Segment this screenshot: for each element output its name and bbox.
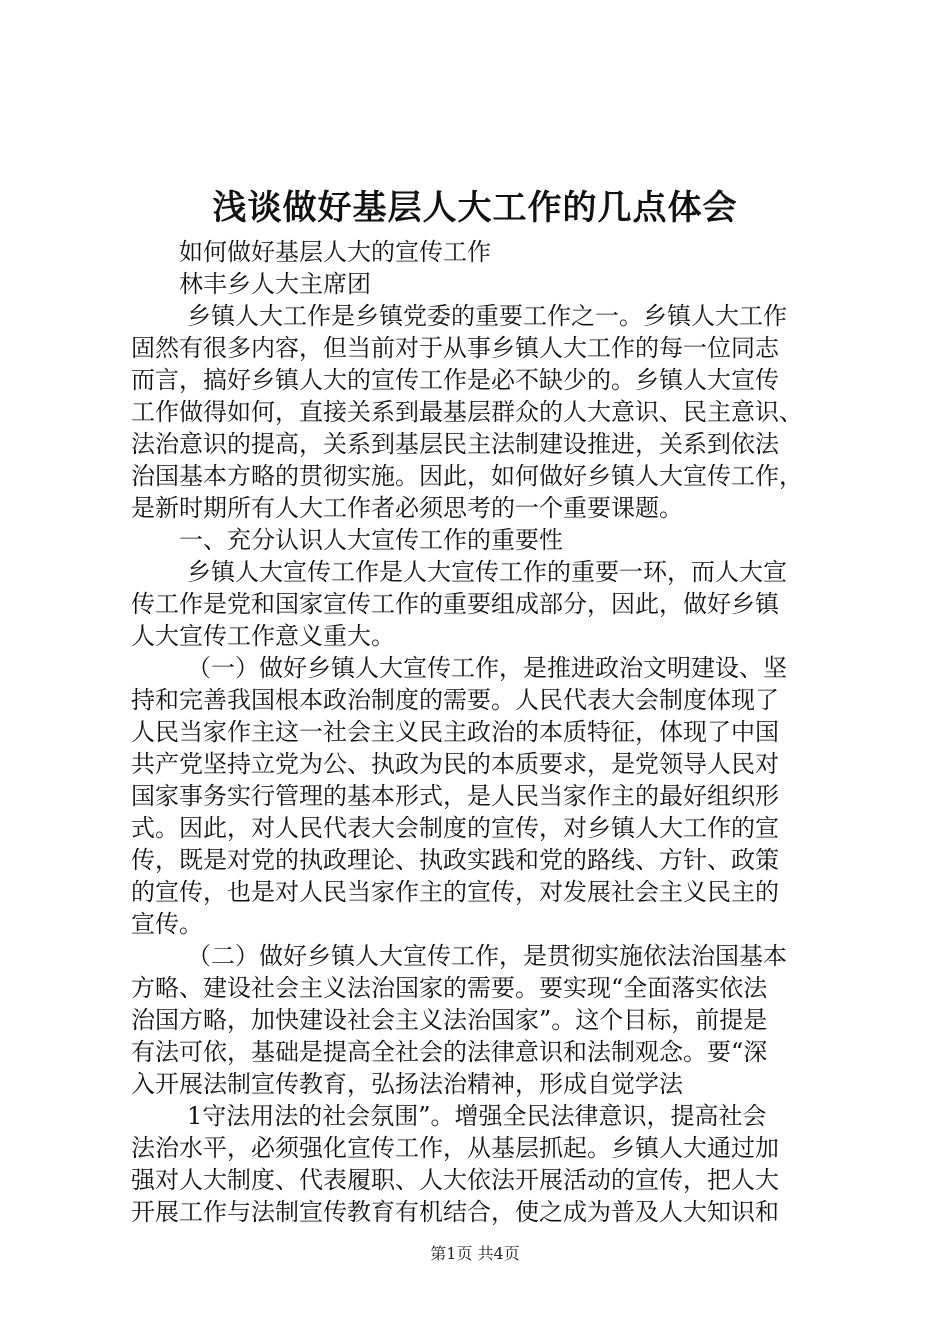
- paragraph-line: 宣传。: [131, 910, 203, 938]
- paragraph-line: 法治意识的提高，关系到基层民主法制建设推进，关系到依法: [131, 430, 779, 458]
- paragraph-line: 是新时期所有人大工作者必须思考的一个重要课题。: [131, 494, 683, 522]
- section-heading: 一、充分认识人大宣传工作的重要性: [179, 526, 563, 554]
- paragraph-line: 共产党坚持立党为公、执政为民的本质要求，是党领导人民对: [131, 750, 779, 778]
- page-footer: 第1页 共4页: [430, 1244, 520, 1263]
- paragraph-line: 传工作是党和国家宣传工作的重要组成部分，因此，做好乡镇: [131, 590, 779, 618]
- paragraph-line: （二）做好乡镇人大宣传工作，是贯彻实施依法治国基本: [187, 942, 787, 970]
- paragraph-line: 方略、建设社会主义法治国家的需要。要实现“全面落实依法: [131, 974, 768, 1002]
- paragraph-line: 人民当家作主这一社会主义民主政治的本质特征，体现了中国: [131, 718, 779, 746]
- paragraph-line: 式。因此，对人民代表大会制度的宣传，对乡镇人大工作的宣: [131, 814, 779, 842]
- paragraph-line: 而言，搞好乡镇人大的宣传工作是必不缺少的。乡镇人大宣传: [131, 366, 779, 394]
- paragraph-line: 入开展法制宣传教育，弘扬法治精神，形成自觉学法: [131, 1070, 683, 1098]
- paragraph-line: 乡镇人大宣传工作是人大宣传工作的重要一环，而人大宣: [187, 558, 787, 586]
- author-line: 林丰乡人大主席团: [179, 270, 371, 298]
- paragraph-line: 持和完善我国根本政治制度的需要。人民代表大会制度体现了: [131, 686, 779, 714]
- paragraph-line: 强对人大制度、代表履职、人大依法开展活动的宣传，把人大: [131, 1166, 779, 1194]
- paragraph-line: 固然有很多内容，但当前对于从事乡镇人大工作的每一位同志: [131, 334, 779, 362]
- paragraph-line: 国家事务实行管理的基本形式，是人民当家作主的最好组织形: [131, 782, 779, 810]
- paragraph-line: （一）做好乡镇人大宣传工作，是推进政治文明建设、坚: [187, 654, 787, 682]
- paragraph-line: 人大宣传工作意义重大。: [131, 622, 395, 650]
- subtitle-line: 如何做好基层人大的宣传工作: [179, 238, 491, 266]
- paragraph-line: 开展工作与法制宣传教育有机结合，使之成为普及人大知识和: [131, 1198, 779, 1226]
- document-title: 浅谈做好基层人大工作的几点体会: [212, 188, 738, 228]
- paragraph-line: 1守法用法的社会氛围”。增强全民法律意识，提高社会: [187, 1102, 767, 1130]
- paragraph-line: 的宣传，也是对人民当家作主的宣传，对发展社会主义民主的: [131, 878, 779, 906]
- paragraph-line: 乡镇人大工作是乡镇党委的重要工作之一。乡镇人大工作: [187, 302, 787, 330]
- document-body: [131, 236, 831, 1228]
- paragraph-line: 治国方略，加快建设社会主义法治国家”。这个目标，前提是: [131, 1006, 768, 1034]
- paragraph-line: 有法可依，基础是提高全社会的法律意识和法制观念。要“深: [131, 1038, 768, 1066]
- paragraph-line: 工作做得如何，直接关系到最基层群众的人大意识、民主意识、: [131, 398, 803, 426]
- paragraph-line: 传，既是对党的执政理论、执政实践和党的路线、方针、政策: [131, 846, 779, 874]
- paragraph-line: 法治水平，必须强化宣传工作，从基层抓起。乡镇人大通过加: [131, 1134, 779, 1162]
- paragraph-line: 治国基本方略的贯彻实施。因此，如何做好乡镇人大宣传工作，: [131, 462, 803, 490]
